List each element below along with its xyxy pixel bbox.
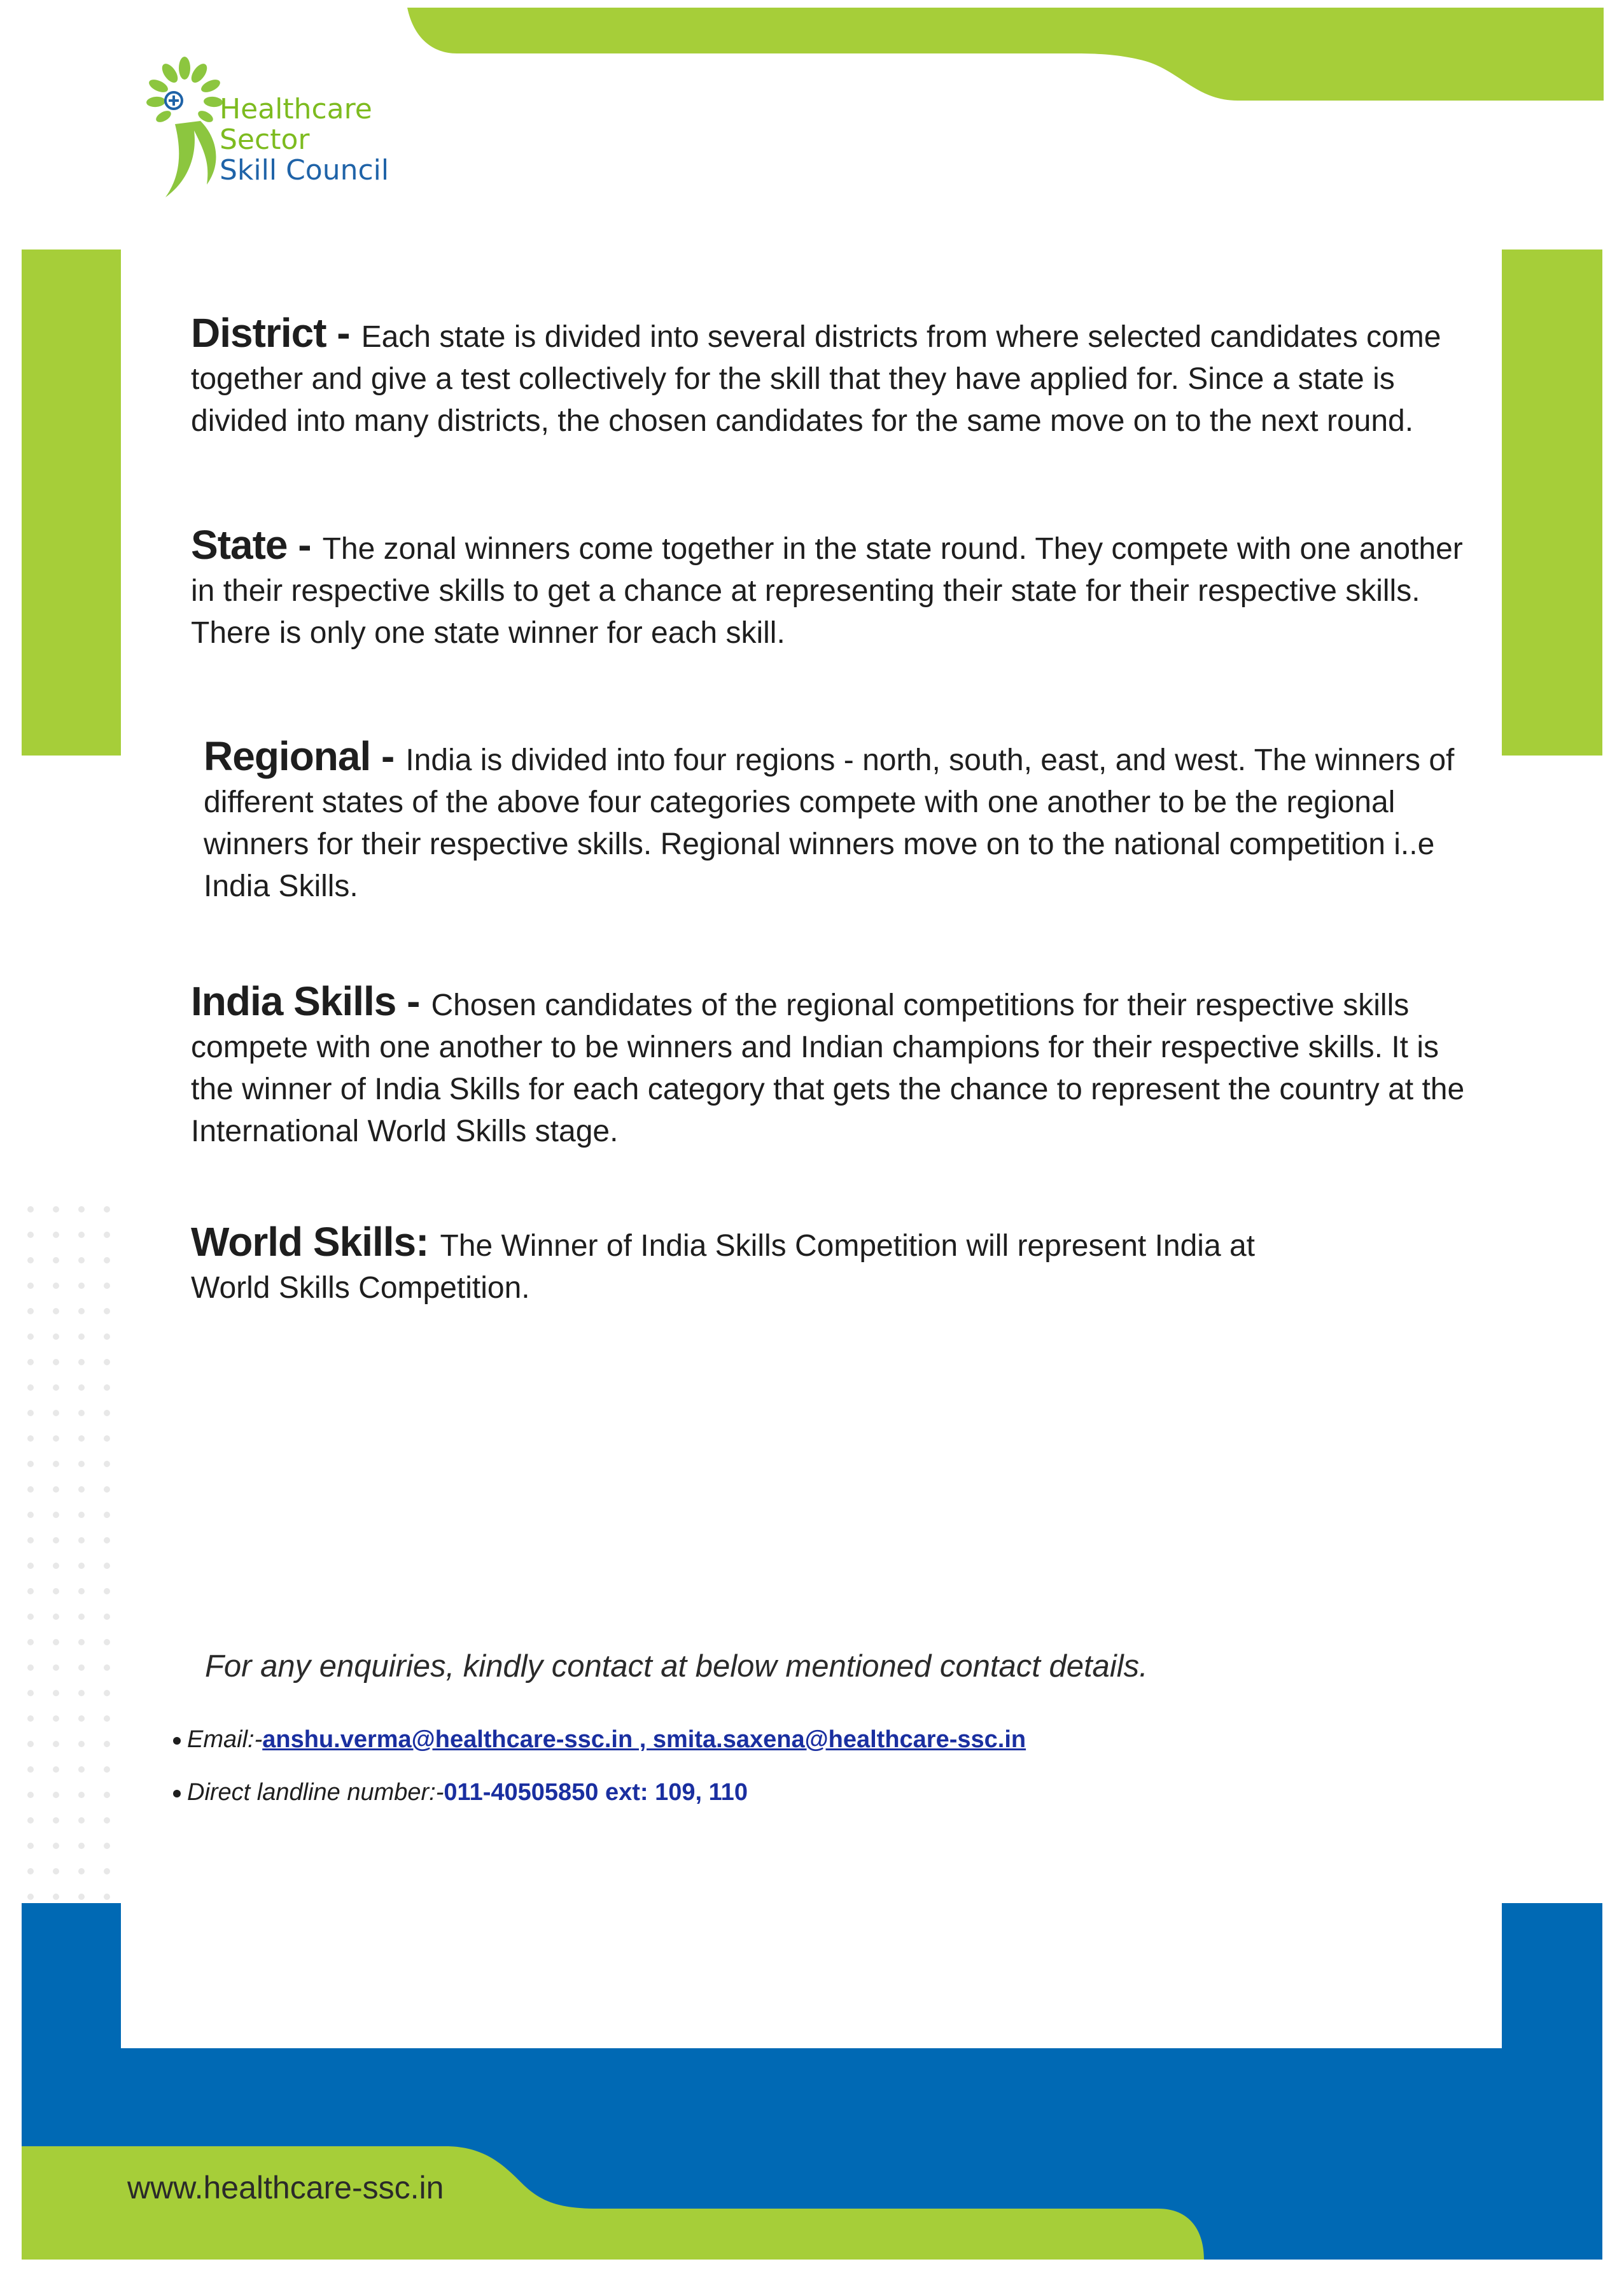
section-heading: State - (191, 522, 311, 568)
section-heading: World Skills: (191, 1219, 429, 1265)
email-line (173, 1726, 1026, 1754)
logo-line-3: Skill Council (220, 154, 389, 186)
logo-wordmark (220, 94, 389, 186)
logo-line-1: Healthcare (220, 93, 372, 125)
section-world-skills (191, 1221, 1336, 1309)
section-body: India is divided into four regions - north, south, east, and west. The winners of different states of the above four categories compete with one another to be the regional winners for their respective skills. Regional winners move on to the national competition i..e India Skills. (204, 743, 1455, 903)
top-green-ribbon (407, 8, 1604, 101)
left-green-bar (22, 250, 121, 756)
section-heading: District - (191, 310, 350, 356)
right-green-bar (1502, 250, 1602, 756)
dot-pattern (27, 1206, 110, 1900)
section-body: Chosen candidates of the regional competitions for their respective skills compete with one another to be winners and Indian champions for their respective skills. It is the winner of India Skills for each category that gets the chance to represent the country at the International World Skills stage. (191, 988, 1465, 1148)
section-heading: Regional - (204, 733, 395, 779)
tree-leaves (146, 57, 223, 125)
phone-label: Direct landline number:- (187, 1779, 444, 1806)
enquiry-note: For any enquiries, kindly contact at below mentioned contact details. (205, 1649, 1148, 1684)
section-state (191, 524, 1476, 654)
section-heading: India Skills - (191, 978, 420, 1024)
email-links[interactable]: anshu.verma@healthcare-ssc.in , smita.saxena@healthcare-ssc.in (262, 1726, 1026, 1753)
section-india-skills (191, 980, 1476, 1153)
email-label: Email:- (187, 1726, 263, 1753)
bullet-icon (173, 1737, 181, 1745)
footer-website[interactable]: www.healthcare-ssc.in (127, 2170, 444, 2205)
logo-line-2: Sector (220, 123, 310, 156)
bullet-icon (173, 1790, 181, 1797)
section-regional (204, 735, 1489, 908)
section-body: The zonal winners come together in the state round. They compete with one another in their respective skills to get a chance at representing their state for their respective skills. There is only one state winner for each skill. (191, 532, 1463, 650)
section-district (191, 312, 1476, 442)
section-body: Each state is divided into several districts from where selected candidates come together and give a test collectively for the skill that they have applied for. Since a state is divided into many districts, the chosen candidates for the same move on to the next round. (191, 320, 1441, 438)
phone-number[interactable]: 011-40505850 ext: 109, 110 (444, 1779, 748, 1806)
section-body: The Winner of India Skills Competition will represent India at World Skills Competition. (191, 1229, 1256, 1305)
phone-line (173, 1779, 748, 1806)
figure-body (165, 121, 216, 197)
